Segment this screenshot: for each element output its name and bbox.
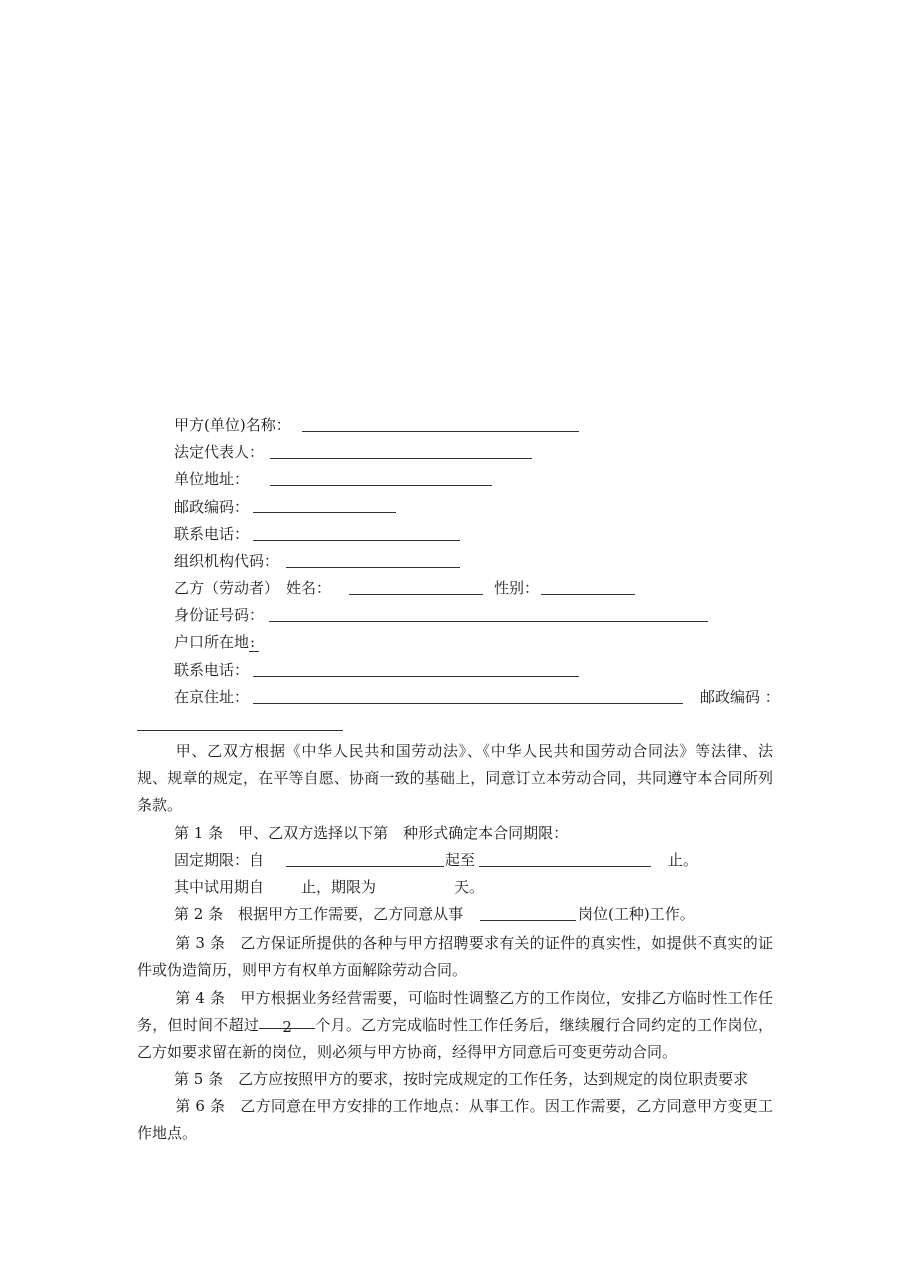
article1-head: 第 1 条 甲、乙双方选择以下第 种形式确定本合同期限：: [174, 824, 569, 842]
org-code-label: 组织机构代码：: [174, 552, 280, 570]
party-a-name-label: 甲方(单位)名称：: [174, 416, 291, 434]
article4-text-a: 第 4 条 甲方根据业务经营需要，可临时性调整乙方的工作岗位，安排乙方临时性工作任务，但时间不超过: [137, 989, 773, 1034]
name-blank[interactable]: [349, 594, 483, 595]
unit-address-blank[interactable]: [270, 485, 492, 486]
fixed-term-end-blank[interactable]: [479, 866, 651, 867]
article6-text: 第 6 条 乙方同意在甲方安排的工作地点：从事工作。因工作需要，乙方同意甲方变更工作地点。: [137, 1097, 773, 1142]
preamble: [137, 738, 773, 819]
legal-rep-blank[interactable]: [270, 458, 532, 459]
article4-months[interactable]: 2: [259, 1014, 315, 1029]
phone-a-blank[interactable]: [253, 540, 460, 541]
preamble-text: 甲、乙双方根据《中华人民共和国劳动法》、《中华人民共和国劳动合同法》等法律、法规、规章的规定，在平等自愿、协商一致的基础上，同意订立本劳动合同，共同遵守本合同所列条款。: [137, 742, 773, 814]
phone-b-blank[interactable]: [253, 676, 579, 677]
article2-post-blank[interactable]: [480, 920, 576, 921]
article2-b: 岗位(工种)工作。: [578, 905, 695, 923]
phone-a-label: 联系电话：: [174, 525, 250, 543]
probation-c: 天。: [454, 878, 485, 896]
probation-a: 其中试用期自: [174, 878, 265, 896]
gender-blank[interactable]: [541, 594, 635, 595]
postal-code-b-label: 邮政编码 ：: [700, 688, 780, 706]
beijing-address-blank[interactable]: [253, 703, 683, 704]
party-b-label: 乙方（劳动者）: [174, 579, 280, 597]
hukou-colon: :: [249, 633, 259, 652]
postal-code-b-blank[interactable]: [137, 730, 343, 731]
party-a-name-blank[interactable]: [302, 431, 579, 432]
hukou-label: [174, 632, 259, 652]
hukou-text: 户口所在地: [174, 633, 250, 651]
fixed-term-end: 止。: [668, 851, 699, 869]
phone-b-label: 联系电话：: [174, 661, 250, 679]
fixed-term-mid: 起至: [445, 851, 476, 869]
unit-address-label: 单位地址：: [174, 470, 250, 488]
gender-label: 性别：: [494, 579, 540, 597]
article6: [137, 1093, 773, 1147]
article2-a: 第 2 条 根据甲方工作需要，乙方同意从事: [174, 905, 464, 923]
id-number-blank[interactable]: [269, 621, 708, 622]
id-number-label: 身份证号码：: [174, 606, 265, 624]
name-label: 姓名：: [286, 579, 332, 597]
postal-code-a-blank[interactable]: [253, 512, 396, 513]
fixed-term-start-blank[interactable]: [286, 866, 444, 867]
beijing-address-label: 在京住址：: [174, 688, 250, 706]
probation-b: 止，期限为: [301, 878, 377, 896]
postal-code-a-label: 邮政编码：: [174, 498, 250, 516]
article4-text-b: 个月。乙方完成临时性工作任务后，继续履行合同约定的工作岗位，乙方如要求留在新的岗位，则必须与甲方协商，经得甲方同意后可变更劳动合同。: [137, 1016, 773, 1061]
article3-text: 第 3 条 乙方保证所提供的各种与甲方招聘要求有关的证件的真实性，如提供不真实的证件或伪造简历，则甲方有权单方面解除劳动合同。: [137, 934, 773, 979]
article4: [137, 985, 773, 1066]
fixed-term-prefix: 固定期限：自: [174, 851, 265, 869]
org-code-blank[interactable]: [286, 567, 460, 568]
article3: [137, 930, 773, 984]
legal-rep-label: 法定代表人：: [174, 443, 265, 461]
article5: 第 5 条 乙方应按照甲方的要求，按时完成规定的工作任务，达到规定的岗位职责要求: [174, 1070, 749, 1088]
